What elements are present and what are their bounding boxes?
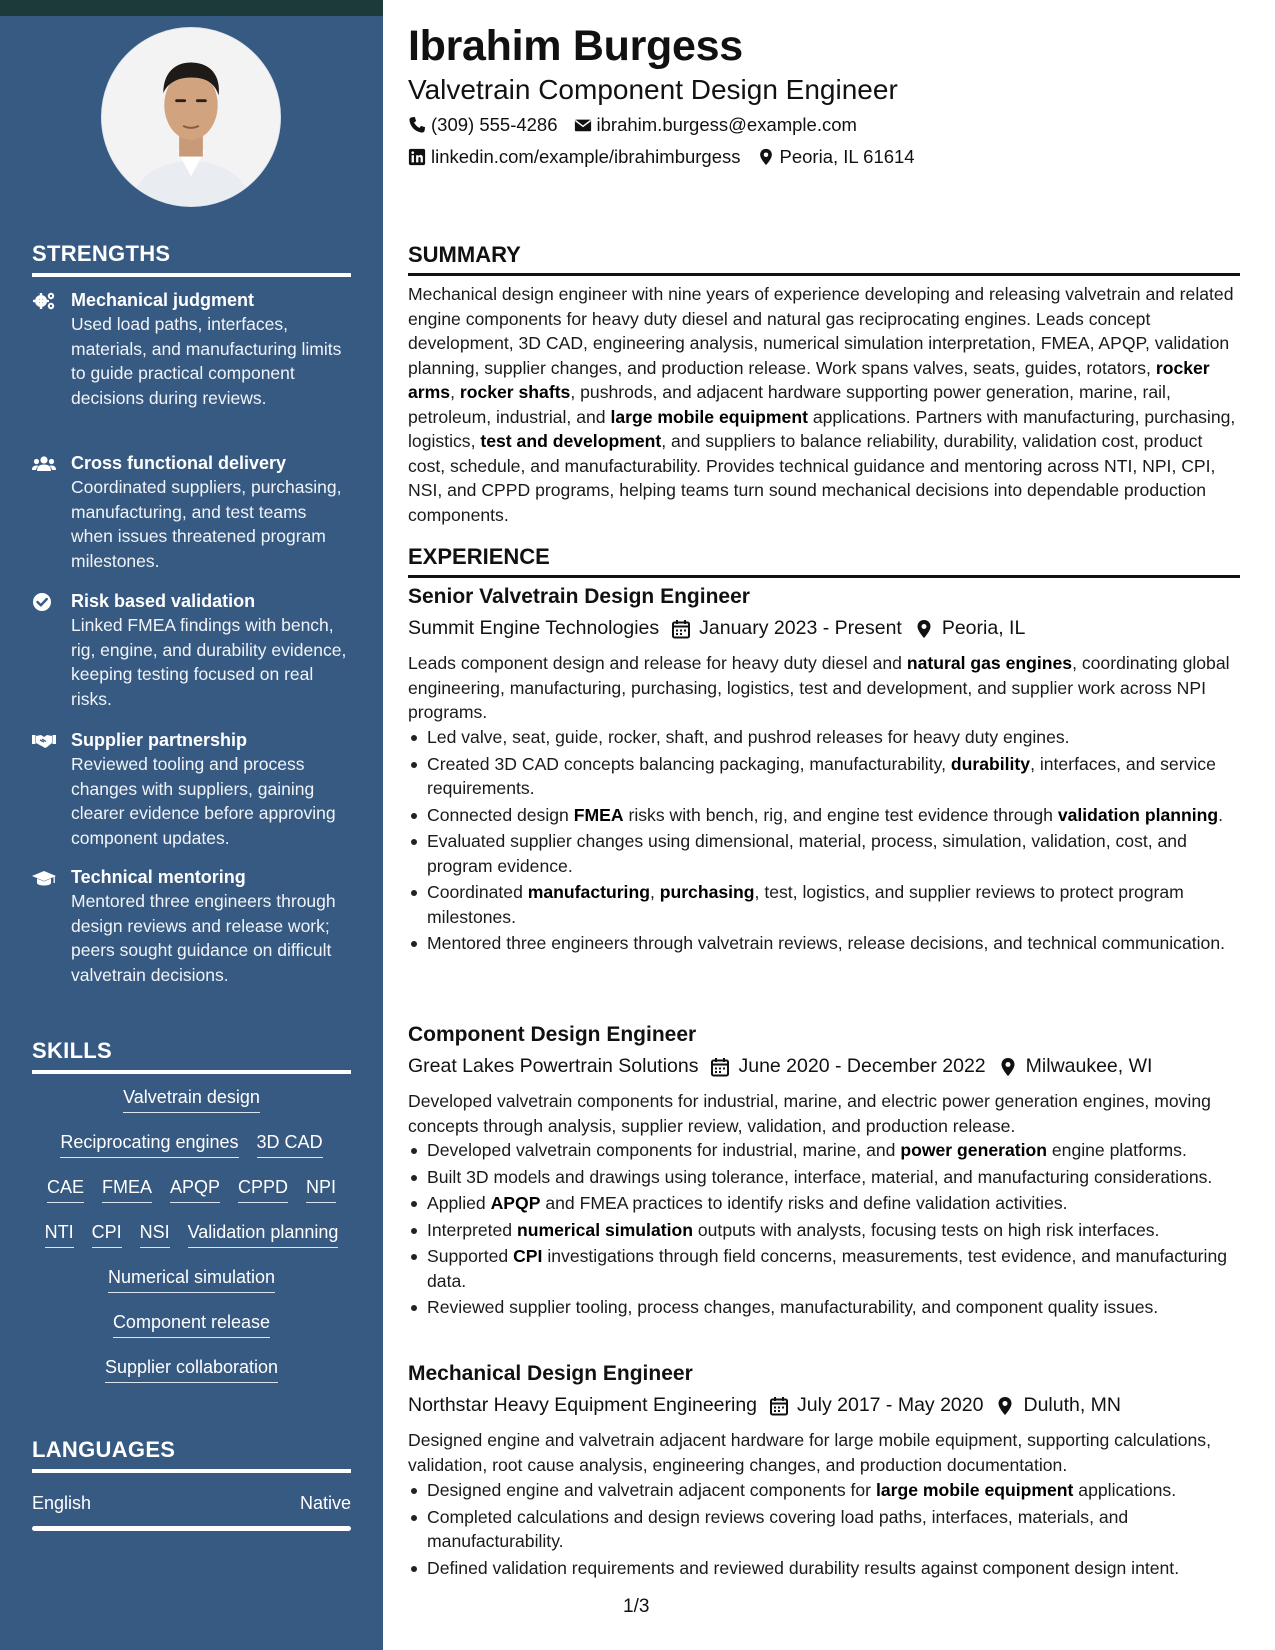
language-name: English [32,1493,92,1513]
bullet-item: Mentored three engineers through valvetrain reviews, release decisions, and technical communication. [408,931,1240,956]
bullet-item: Built 3D models and drawings using tolerance, interface, material, and manufacturing considerations. [408,1165,1240,1190]
strength-title: Technical mentoring [71,867,246,887]
skill-tag: APQP [170,1175,220,1203]
job-dates [710,1055,985,1078]
bullet-item: Connected design FMEA risks with bench, rig, and engine test evidence through validation planning. [408,803,1240,828]
skill-tag: NTI [45,1220,74,1248]
summary-heading: SUMMARY [408,242,1240,276]
job-location-text: Duluth, MN [1023,1394,1122,1416]
job-bullets [408,1138,1240,1322]
sidebar-top-band [0,0,383,16]
job-bullets [408,725,1240,958]
job-title: Mechanical Design Engineer [408,1362,693,1385]
emphasis-text: manufacturing [527,882,650,902]
skill-row [32,1355,351,1400]
bullet-item: Designed engine and valvetrain adjacent components for large mobile equipment applications. [408,1478,1240,1503]
graduation-cap-icon [32,868,56,888]
emphasis-text: rocker shafts [459,382,571,402]
map-pin-icon [914,619,934,639]
job-meta [408,1055,1152,1078]
map-pin-icon [995,1396,1015,1416]
job-company: Great Lakes Powertrain Solutions [408,1055,699,1077]
gears-icon [32,291,56,311]
job-meta [408,1394,1121,1417]
bullet-item: Applied APQP and FMEA practices to identify risks and define validation activities. [408,1191,1240,1216]
language-level: Native [299,1493,351,1513]
job-location-text: Peoria, IL [941,617,1026,639]
contact-linkedin[interactable] [408,146,741,168]
strength-item-cross-functional [32,451,352,573]
contact-row-1 [408,114,857,136]
envelope-icon [574,116,592,134]
handshake-icon [32,731,56,751]
languages-heading: LANGUAGES [32,1437,351,1473]
language-item [32,1493,351,1514]
strengths-heading: STRENGTHS [32,241,351,277]
skill-tag: CAE [47,1175,84,1203]
strength-title: Mechanical judgment [71,290,255,310]
job-location [998,1055,1153,1078]
contact-row-2 [408,146,915,168]
bullet-item: Coordinated manufacturing, purchasing, test, logistics, and supplier reviews to protect program milestones. [408,880,1240,929]
contact-location [757,146,915,168]
job-location [995,1394,1121,1417]
contact-email[interactable] [574,114,857,136]
skill-tag: NPI [306,1175,336,1203]
skill-tag: NSI [140,1220,170,1248]
job-company: Northstar Heavy Equipment Engineering [408,1394,758,1416]
strength-desc: Reviewed tooling and process changes with suppliers, gaining clearer evidence before approving component updates. [71,754,336,848]
phone-text: (309) 555-4286 [431,114,558,135]
strength-title: Supplier partnership [71,730,248,750]
skills-heading: SKILLS [32,1038,351,1074]
skill-row [32,1265,351,1310]
bullet-item: Reviewed supplier tooling, process changes, manufacturability, and component quality issues. [408,1295,1240,1320]
bullet-item: Completed calculations and design reviews covering load paths, interfaces, materials, and manufacturability. [408,1505,1240,1554]
emphasis-text: CPI [513,1246,543,1266]
job-meta [408,617,1025,640]
job-intro: Developed valvetrain components for industrial, marine, and electric power generation engines, moving concepts through analysis, supplier review, validation, and production release. [408,1091,1211,1136]
emphasis-text: test and development [480,431,662,451]
map-pin-icon [757,148,775,166]
skill-tag: Component release [113,1310,270,1338]
skill-tag: CPI [92,1220,122,1248]
skill-tag: Reciprocating engines [60,1130,238,1158]
bullet-item: Supported CPI investigations through field concerns, measurements, test evidence, and manufacturing data. [408,1244,1240,1293]
strength-desc: Used load paths, interfaces, materials, and manufacturing limits to guide practical component decisions during reviews. [71,314,342,408]
emphasis-text: APQP [490,1193,541,1213]
contact-phone[interactable] [408,114,558,136]
job-dates [671,617,902,640]
sidebar [0,0,383,1650]
bullet-item: Developed valvetrain components for industrial, marine, and power generation engine platforms. [408,1138,1240,1163]
linkedin-text: linkedin.com/example/ibrahimburgess [431,146,741,167]
job-dates-text: January 2023 - Present [699,617,902,639]
emphasis-text: natural gas engines [906,653,1073,673]
candidate-title: Valvetrain Component Design Engineer [408,74,898,105]
strength-desc: Linked FMEA findings with bench, rig, engine, and durability evidence, keeping testing focused on real risks. [71,615,347,709]
emphasis-text: purchasing [659,882,755,902]
calendar-icon [710,1057,730,1077]
job-dates-text: June 2020 - December 2022 [738,1055,986,1077]
experience-heading: EXPERIENCE [408,544,1240,578]
skill-row [32,1130,351,1175]
job-company: Summit Engine Technologies [408,617,660,639]
skill-tag: 3D CAD [257,1130,323,1158]
strength-item-mechanical-judgment [32,288,352,410]
bullet-item: Created 3D CAD concepts balancing packaging, manufacturability, durability, interfaces, and service requirements. [408,752,1240,801]
job-intro: Leads component design and release for heavy duty diesel and natural gas engines, coordinating global engineering, manufacturing, purchasing, logistics, test and development, and supplier work across NPI programs. [408,653,1230,722]
skill-tag: Valvetrain design [123,1085,260,1113]
job-title: Component Design Engineer [408,1023,697,1046]
page-number: 1/3 [623,1596,650,1617]
calendar-icon [769,1396,789,1416]
emphasis-text: power generation [900,1140,1047,1160]
skills-list [32,1085,351,1400]
skill-tag: Numerical simulation [108,1265,275,1293]
job-dates-text: July 2017 - May 2020 [797,1394,984,1416]
map-pin-icon [998,1057,1018,1077]
job-dates [769,1394,983,1417]
strength-title: Cross functional delivery [71,453,287,473]
strength-desc: Coordinated suppliers, purchasing, manufacturing, and test teams when issues threatened program milestones. [71,477,342,571]
emphasis-text: numerical simulation [516,1219,693,1240]
skill-row [32,1310,351,1355]
calendar-icon [671,619,691,639]
phone-icon [408,116,426,134]
strength-item-supplier-partnership [32,728,352,850]
email-text: ibrahim.burgess@example.com [596,114,857,135]
candidate-name: Ibrahim Burgess [408,22,743,70]
bullet-item: Defined validation requirements and reviewed durability results against component design intent. [408,1556,1240,1581]
emphasis-text: validation planning [1057,804,1219,825]
linkedin-icon [408,148,426,166]
bullet-item: Evaluated supplier changes using dimensional, material, process, simulation, validation, cost, and program evidence. [408,829,1240,878]
job-title: Senior Valvetrain Design Engineer [408,585,750,608]
skill-tag: FMEA [102,1175,152,1203]
skill-row [32,1220,351,1265]
job-location-text: Milwaukee, WI [1025,1055,1153,1077]
profile-photo [101,27,281,207]
strength-title: Risk based validation [71,591,256,611]
profile-photo-illustration [102,28,280,206]
emphasis-text: large mobile equipment [875,1480,1074,1500]
location-text: Peoria, IL 61614 [779,146,915,167]
strength-desc: Mentored three engineers through design reviews and release work; peers sought guidance on difficult valvetrain decisions. [71,891,336,985]
summary-text: Mechanical design engineer with nine years of experience developing and releasing valvetrain and related engine components for heavy duty diesel and natural gas reciprocating engines. Leads concept development, 3D CAD, engineering analysis, numerical simulation interpretation, FMEA, APQP, validation planning, supplier changes, and production release. Work spans valves, seats, guides, rotators, rocker arms, rocker shafts, pushrods, and adjacent hardware supporting power generation, marine, rail, petroleum, industrial, and large mobile equipment applications. Partners with manufacturing, purchasing, logistics, test and development, and suppliers to balance reliability, durability, validation cost, product cost, schedule, and manufacturability. Provides technical guidance and mentoring across NTI, NPI, CPI, NSI, and CPPD programs, helping teams turn sound mechanical decisions into dependable production components. [408,284,1236,525]
skill-tag: CPPD [238,1175,288,1203]
skill-tag: Validation planning [188,1220,339,1248]
strength-item-technical-mentoring [32,865,352,987]
language-proficiency-bar [32,1526,351,1531]
emphasis-text: durability [950,753,1031,774]
bullet-item: Led valve, seat, guide, rocker, shaft, and pushrod releases for heavy duty engines. [408,725,1240,750]
skill-row [32,1085,351,1130]
skill-row [32,1175,351,1220]
users-icon [32,454,56,474]
bullet-item: Interpreted numerical simulation outputs with analysts, focusing tests on high risk interfaces. [408,1218,1240,1243]
check-circle-icon [32,592,56,612]
emphasis-text: FMEA [573,804,624,825]
job-intro: Designed engine and valvetrain adjacent hardware for large mobile equipment, supporting calculations, validation, root cause analysis, engineering changes, and production documentation. [408,1430,1211,1475]
skill-tag: Supplier collaboration [105,1355,278,1383]
job-bullets [408,1478,1240,1582]
strength-item-risk-validation [32,589,352,711]
emphasis-text: large mobile equipment [610,406,808,427]
job-location [914,617,1025,640]
emphasis-text: rocker arms [408,357,1210,402]
